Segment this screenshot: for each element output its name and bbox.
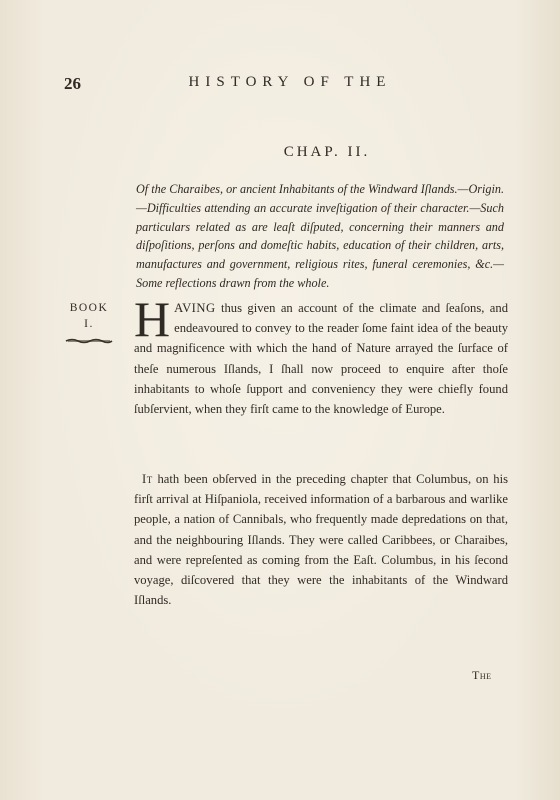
margin-note-book: [58, 300, 120, 344]
paragraph-2-lead: It: [142, 472, 153, 486]
ornament-rule-icon: [64, 338, 114, 344]
body-paragraph-1: [134, 291, 508, 419]
drop-cap: H: [134, 291, 171, 347]
chapter-summary: Of the Charaibes, or ancient Inhabitants of the Windward Iſlands.—Origin.—Difficulties attending an accurate inveſtigation of their character.—Such particulars related as are leaſt diſputed, concerning their manners and diſpoſitions, perſons and domeſtic habits, education of their children, arts, manufactures and government, religious rites, funeral ceremonies, &c.—Some reflections drawn from the whole.: [136, 182, 504, 290]
paragraph-2-text: hath been obſerved in the preceding chapter that Columbus, on his firſt arrival at Hiſpaniola, received information of a barbarous and warlike people, a nation of Cannibals, who frequently made depredations on that, and the neighbouring Iſlands. They were called Caribbees, or Charaibes, and were repreſented as coming from the Eaſt. Columbus, in his ſecond voyage, diſcovered that they were the inhabitants of the Windward Iſlands.: [134, 472, 508, 608]
paragraph-1-lead: AVING: [174, 301, 216, 315]
margin-note-book-number: I.: [84, 318, 94, 330]
chapter-heading: CHAP. II.: [283, 144, 371, 160]
paragraph-1-text: thus given an account of the climate and ſeaſons, and endeavoured to convey to the reader ſome faint idea of the beauty and magnificence with which the hand of Nature arrayed the ſurface of theſe numerous Iſlands, I ſhall now proceed to enquire after thoſe inhabitants to whoſe ſupport and conveniency they were chiefly found ſubſervient, when they firſt came to the knowledge of Europe.: [134, 301, 508, 417]
body-paragraph-2: [134, 469, 508, 610]
margin-note-book-label: BOOK: [69, 302, 109, 314]
catchword: The: [472, 668, 492, 682]
page-number: 26: [64, 74, 81, 93]
running-head: HISTORY OF THE: [188, 74, 392, 90]
